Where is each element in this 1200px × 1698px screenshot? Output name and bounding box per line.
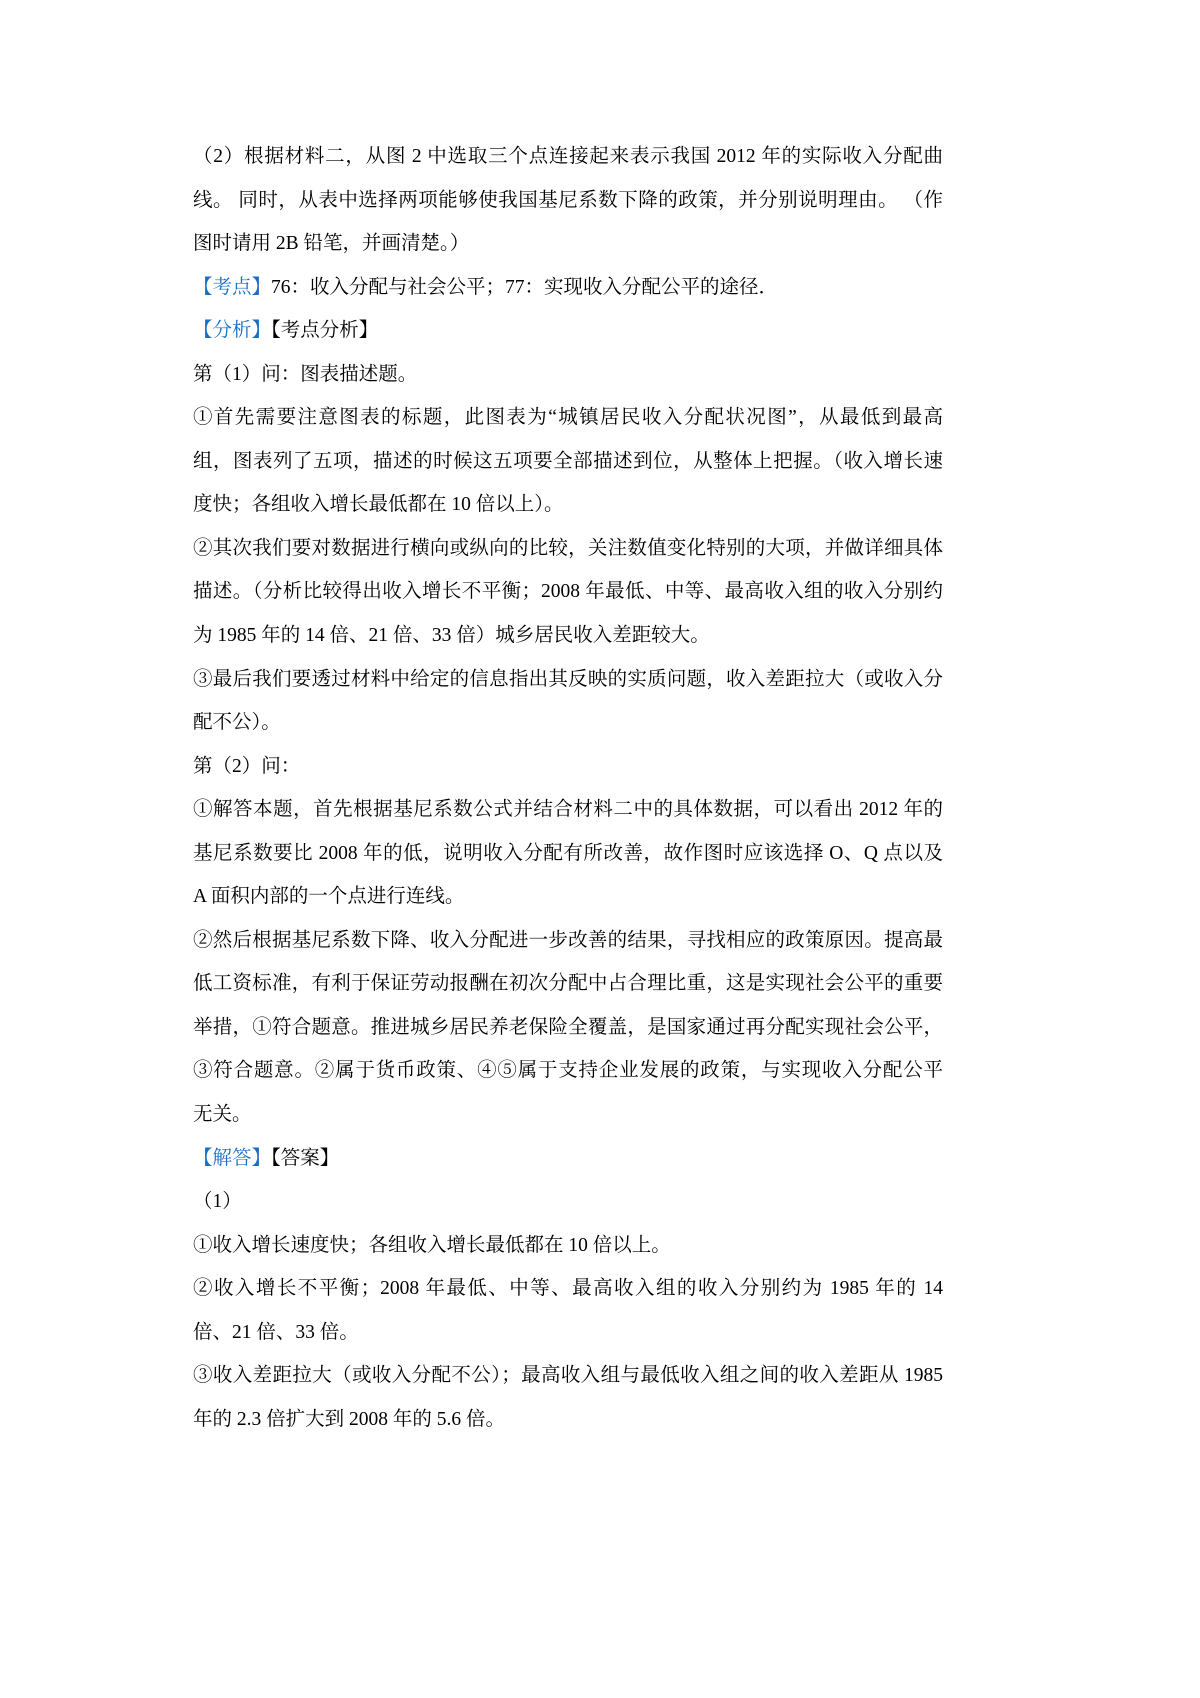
answer-line: 倍、21 倍、33 倍。 bbox=[193, 1321, 359, 1343]
analysis-q1-line: ①首先需要注意图表的标题，此图表为“城镇居民收入分配状况图”，从最低到最高 bbox=[193, 407, 943, 429]
answer-part-label: （1） bbox=[193, 1191, 242, 1213]
kaodian-label: 【考点】 bbox=[193, 276, 272, 298]
analysis-q2-line: 基尼系数要比 2008 年的低，说明收入分配有所改善，故作图时应该选择 O、Q 点以及 bbox=[193, 842, 943, 864]
analysis-q1-line: 描述。（分析比较得出收入增长不平衡；2008 年最低、中等、最高收入组的收入分别约 bbox=[193, 581, 943, 603]
answer-heading bbox=[193, 1137, 943, 1181]
question-line: （2）根据材料二，从图 2 中选取三个点连接起来表示我国 2012 年的实际收入分配曲 bbox=[193, 146, 943, 167]
answer-line: ②收入增长不平衡；2008 年最低、中等、最高收入组的收入分别约为 1985 年的 14 bbox=[193, 1278, 943, 1300]
analysis-q2-line: A 面积内部的一个点进行连线。 bbox=[193, 886, 465, 908]
analysis-q1-line: 为 1985 年的 14 倍、21 倍、33 倍）城乡居民收入差距较大。 bbox=[193, 625, 710, 647]
analysis-q2-line: 低工资标准，有利于保证劳动报酬在初次分配中占合理比重，这是实现社会公平的重要 bbox=[193, 973, 943, 995]
analysis-q2-line: ②然后根据基尼系数下降、收入分配进一步改善的结果，寻找相应的政策原因。提高最 bbox=[193, 929, 943, 951]
analysis-q1-line: ②其次我们要对数据进行横向或纵向的比较，关注数值变化特别的大项，并做详细具体 bbox=[193, 537, 943, 559]
answer-line: 年的 2.3 倍扩大到 2008 年的 5.6 倍。 bbox=[193, 1408, 506, 1430]
analysis-sublabel: 【考点分析】 bbox=[271, 320, 379, 342]
analysis-q1-line: 组，图表列了五项，描述的时候这五项要全部描述到位，从整体上把握。（收入增长速 bbox=[193, 450, 943, 472]
analysis-q1-line: 度快；各组收入增长最低都在 10 倍以上）。 bbox=[193, 494, 564, 516]
analysis-label: 【分析】 bbox=[193, 320, 272, 342]
question-section bbox=[193, 135, 943, 266]
analysis-q1-line: ③最后我们要透过材料中给定的信息指出其反映的实质问题，收入差距拉大（或收入分 bbox=[193, 668, 943, 690]
document-body bbox=[193, 135, 943, 1441]
analysis-q2-line: ③符合题意。②属于货币政策、④⑤属于支持企业发展的政策，与实现收入分配公平 bbox=[193, 1060, 943, 1082]
answer-label: 【解答】 bbox=[193, 1147, 272, 1169]
answer-line: ①收入增长速度快；各组收入增长最低都在 10 倍以上。 bbox=[193, 1234, 671, 1256]
analysis-q2-line: ①解答本题，首先根据基尼系数公式并结合材料二中的具体数据，可以看出 2012 年的 bbox=[193, 799, 943, 821]
analysis-q1-line: 配不公）。 bbox=[193, 712, 281, 734]
question-line: 图时请用 2B 铅笔，并画清楚。） bbox=[193, 233, 470, 255]
analysis-section bbox=[193, 309, 943, 1136]
kaodian-line bbox=[193, 266, 943, 310]
kaodian-text: 76：收入分配与社会公平；77：实现收入分配公平的途径． bbox=[271, 276, 779, 298]
analysis-heading bbox=[193, 309, 943, 353]
analysis-q2-title: 第（2）问： bbox=[193, 755, 301, 777]
question-line: 线。 同时，从表中选择两项能够使我国基尼系数下降的政策，并分别说明理由。 （作 bbox=[193, 189, 943, 211]
analysis-q1-title: 第（1）问：图表描述题。 bbox=[193, 363, 418, 385]
analysis-q2-line: 举措，①符合题意。推进城乡居民养老保险全覆盖，是国家通过再分配实现社会公平， bbox=[193, 1016, 943, 1038]
analysis-q2-line: 无关。 bbox=[193, 1104, 252, 1126]
answer-sublabel: 【答案】 bbox=[271, 1147, 340, 1169]
answer-section bbox=[193, 1137, 943, 1442]
answer-line: ③收入差距拉大（或收入分配不公）；最高收入组与最低收入组之间的收入差距从 1985 bbox=[193, 1365, 943, 1387]
